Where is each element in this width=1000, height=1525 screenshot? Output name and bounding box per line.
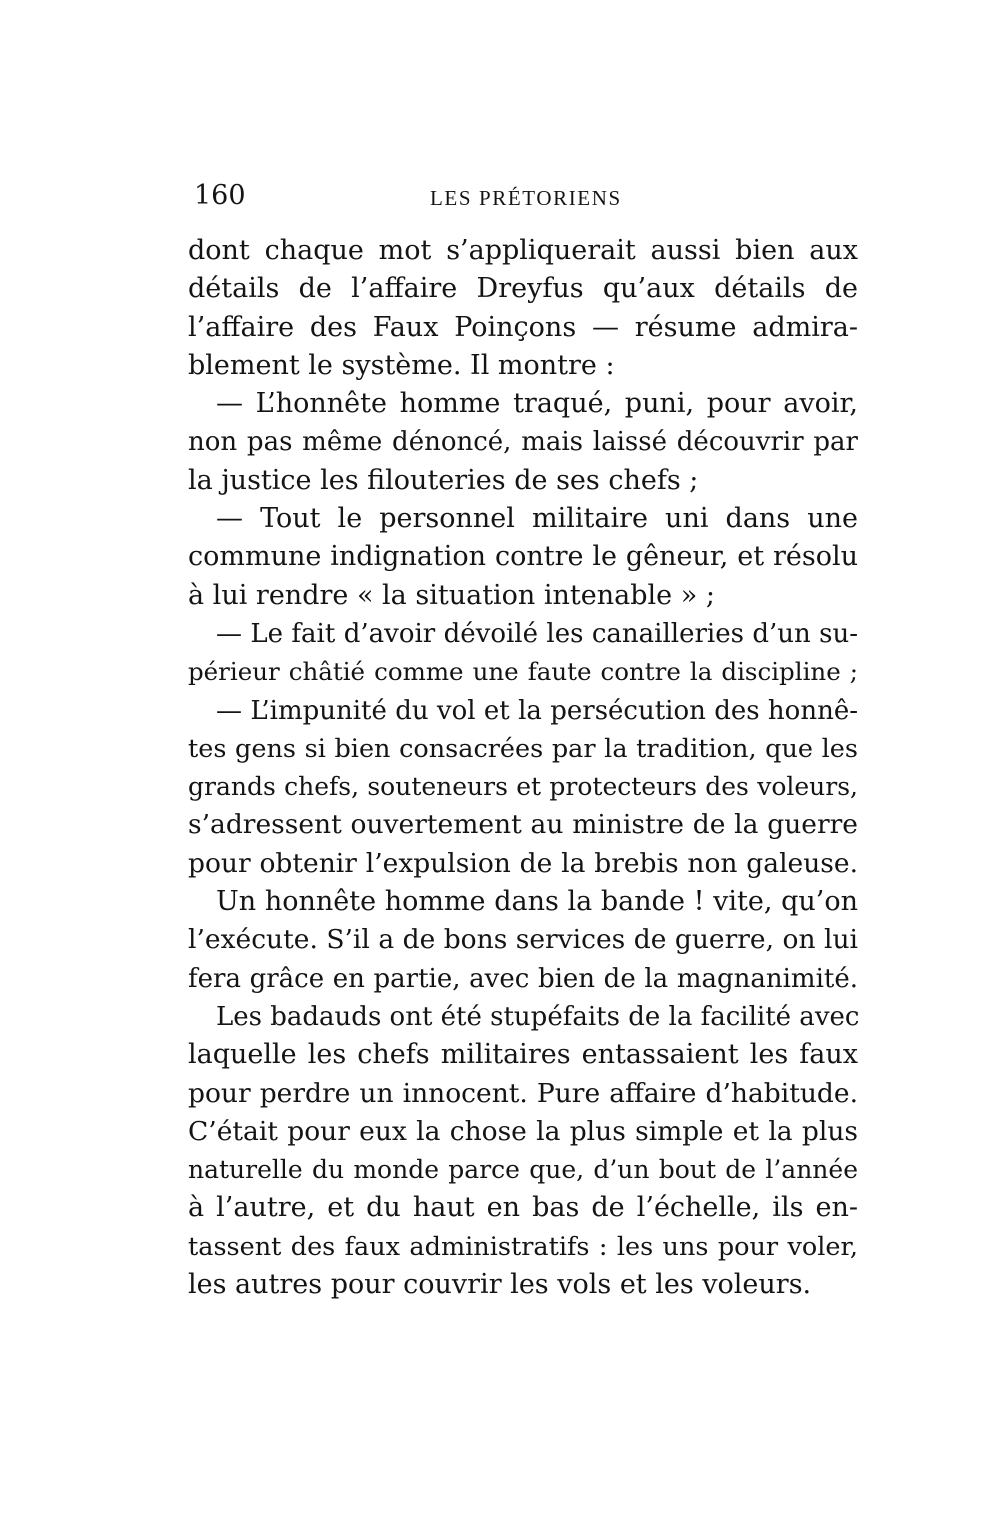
text-line: à l’autre, et du haut en bas de l’échelle, ils en-	[188, 1192, 858, 1224]
text-line: — L’impunité du vol et la persécution des honnê-	[216, 695, 858, 726]
text-line: pour obtenir l’expulsion de la brebis non galeuse.	[188, 847, 858, 879]
text-line: fera grâce en partie, avec bien de la magnanimité.	[188, 963, 858, 994]
text-line: blement le système. Il montre :	[188, 349, 615, 381]
page-header	[194, 176, 860, 216]
text-line: — Tout le personnel militaire uni dans une	[216, 503, 858, 535]
text-line: — L’honnête homme traqué, puni, pour avoir,	[216, 388, 858, 420]
body-text	[188, 232, 858, 1304]
text-line: l’exécute. S’il a de bons services de guerre, on lui	[188, 924, 858, 956]
text-line: — Le fait d’avoir dévoilé les canailleries d’un su-	[216, 618, 858, 649]
text-line: C’était pour eux la chose la plus simple et la plus	[188, 1115, 858, 1147]
text-line: laquelle les chefs militaires entassaient les faux	[188, 1039, 858, 1071]
text-line: périeur châtié comme une faute contre la discipline ;	[188, 657, 858, 687]
text-line: pour perdre un innocent. Pure affaire d’habitude.	[188, 1077, 858, 1109]
text-line: non pas même dénoncé, mais laissé découvrir par	[188, 427, 858, 458]
text-line: Les badauds ont été stupéfaits de la facilité avec	[216, 1001, 860, 1032]
text-line: Un honnête homme dans la bande ! vite, qu’on	[216, 886, 858, 918]
text-line: à lui rendre « la situation intenable » ;	[188, 579, 715, 611]
text-line: tes gens si bien consacrées par la tradition, que les	[188, 733, 858, 764]
text-line: dont chaque mot s’appliquerait aussi bien aux	[188, 235, 858, 266]
page-number: 160	[194, 180, 246, 211]
text-line: détails de l’affaire Dreyfus qu’aux détails de	[188, 273, 858, 305]
text-line: les autres pour couvrir les vols et les voleurs.	[188, 1269, 812, 1301]
text-line: s’adressent ouvertement au ministre de la guerre	[188, 809, 858, 841]
text-line: tassent des faux administratifs : les uns pour voler,	[188, 1231, 858, 1262]
running-title: LES PRÉTORIENS	[430, 186, 622, 210]
text-line: naturelle du monde parce que, d’un bout de l’année	[188, 1155, 858, 1185]
text-line: la justice les filouteries de ses chefs ;	[188, 464, 699, 496]
text-line: grands chefs, souteneurs et protecteurs des voleurs,	[188, 772, 858, 802]
text-line: l’affaire des Faux Poinçons — résume admira-	[188, 311, 858, 343]
text-line: commune indignation contre le gêneur, et résolu	[188, 541, 858, 573]
